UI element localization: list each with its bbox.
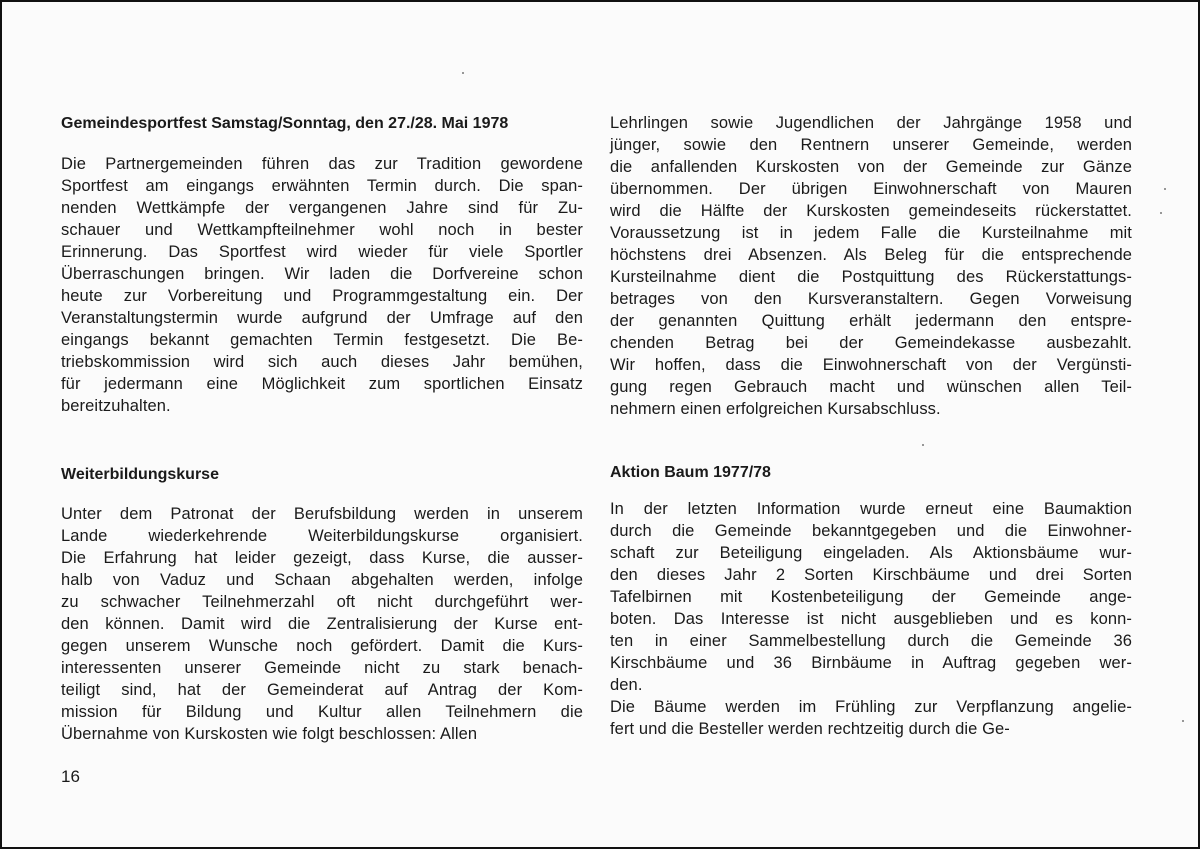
text-line: Überraschungen bringen. Wir laden die Dorfvereine schon	[61, 265, 583, 283]
text-line: den.	[610, 676, 643, 694]
text-line: jünger, sowie den Rentnern unserer Gemeinde, werden	[610, 136, 1132, 154]
baum-text	[610, 498, 1132, 740]
text-line: Erinnerung. Das Sportfest wird wieder für viele Sportler	[61, 243, 583, 261]
text-line: die anfallenden Kurskosten von der Gemeinde zur Gänze	[610, 158, 1132, 176]
page-number: 16	[61, 767, 80, 786]
text-line: bereitzuhalten.	[61, 397, 171, 415]
weiterbildung-heading: Weiterbildungskurse	[61, 466, 219, 483]
scan-speck	[922, 444, 924, 446]
text-line: ten in einer Sammelbestellung durch die Gemeinde 36	[610, 632, 1132, 650]
text-line: schauer und Wettkampfteilnehmer wohl noch in bester	[61, 221, 583, 239]
text-line: Die Bäume werden im Frühling zur Verpflanzung angelie-	[610, 698, 1132, 716]
sportfest-heading: Gemeindesportfest Samstag/Sonntag, den 27./28. Mai 1978	[61, 115, 509, 132]
baum-heading: Aktion Baum 1977/78	[610, 464, 771, 481]
text-line: übernommen. Der übrigen Einwohnerschaft von Mauren	[610, 180, 1132, 198]
text-line: interessenten unserer Gemeinde nicht zu stark benach-	[61, 659, 583, 677]
scan-speck	[1164, 188, 1166, 190]
text-line: Lande wiederkehrende Weiterbildungskurse organisiert.	[61, 527, 583, 545]
scan-speck	[1160, 212, 1162, 214]
text-line: teiligt sind, hat der Gemeinderat auf Antrag der Kom-	[61, 681, 583, 699]
text-line: Veranstaltungstermin wurde aufgrund der Umfrage auf den	[61, 309, 583, 327]
text-line: zu schwacher Teilnehmerzahl oft nicht durchgeführt wer-	[61, 593, 583, 611]
text-line: gung regen Gebrauch macht und wünschen allen Teil-	[610, 378, 1132, 396]
text-line: nenden Wettkämpfe der vergangenen Jahre sind für Zu-	[61, 199, 583, 217]
text-line: Übernahme von Kurskosten wie folgt beschlossen: Allen	[61, 725, 478, 743]
text-line: Voraussetzung ist in jedem Falle die Kursteilnahme mit	[610, 224, 1132, 242]
text-line: chenden Betrag bei der Gemeindekasse ausbezahlt.	[610, 334, 1132, 352]
text-line: Die Partnergemeinden führen das zur Tradition gewordene	[61, 155, 583, 173]
text-line: den dieses Jahr 2 Sorten Kirschbäume und drei Sorten	[610, 566, 1132, 584]
text-line: Die Erfahrung hat leider gezeigt, dass Kurse, die ausser-	[61, 549, 583, 567]
text-line: triebskommission wird sich auch dieses Jahr bemühen,	[61, 353, 583, 371]
text-line: gegen unserem Wunsche noch gefördert. Damit die Kurs-	[61, 637, 583, 655]
text-line: betrages von den Kursveranstaltern. Gegen Vorweisung	[610, 290, 1132, 308]
text-line: Unter dem Patronat der Berufsbildung werden in unserem	[61, 505, 583, 523]
text-line: Wir hoffen, dass die Einwohnerschaft von der Vergünsti-	[610, 356, 1132, 374]
text-line: Lehrlingen sowie Jugendlichen der Jahrgänge 1958 und	[610, 114, 1132, 132]
text-line: Kirschbäume und 36 Birnbäume in Auftrag gegeben wer-	[610, 654, 1132, 672]
text-line: für jedermann eine Möglichkeit zum sportlichen Einsatz	[61, 375, 583, 393]
text-line: höchstens drei Absenzen. Als Beleg für die entsprechende	[610, 246, 1132, 264]
text-line: wird die Hälfte der Kurskosten gemeindeseits rückerstattet.	[610, 202, 1132, 220]
text-line: Tafelbirnen mit Kostenbeteiligung der Gemeinde ange-	[610, 588, 1132, 606]
text-line: Kursteilnahme dient die Postquittung des Rückerstattungs-	[610, 268, 1132, 286]
kurs-continuation-text	[610, 112, 1132, 420]
scan-speck	[462, 72, 464, 74]
weiterbildung-text	[61, 503, 583, 745]
text-line: schaft zur Beteiligung eingeladen. Als Aktionsbäume wur-	[610, 544, 1132, 562]
text-line: nehmern einen erfolgreichen Kursabschluss.	[610, 400, 941, 418]
text-line: boten. Das Interesse ist nicht ausgeblieben und es konn-	[610, 610, 1132, 628]
text-line: den können. Damit wird die Zentralisierung der Kurse ent-	[61, 615, 583, 633]
scan-speck	[1182, 720, 1184, 722]
text-line: Sportfest am eingangs erwähnten Termin durch. Die span-	[61, 177, 583, 195]
text-line: halb von Vaduz und Schaan abgehalten werden, infolge	[61, 571, 583, 589]
text-line: fert und die Besteller werden rechtzeitig durch die Ge-	[610, 720, 1010, 738]
text-line: durch die Gemeinde bekanntgegeben und die Einwohner-	[610, 522, 1132, 540]
text-line: der genannten Quittung erhält jedermann den entspre-	[610, 312, 1132, 330]
text-line: mission für Bildung und Kultur allen Teilnehmern die	[61, 703, 583, 721]
text-line: heute zur Vorbereitung und Programmgestaltung ein. Der	[61, 287, 583, 305]
sportfest-text	[61, 153, 583, 417]
text-line: In der letzten Information wurde erneut eine Baumaktion	[610, 500, 1132, 518]
text-line: eingangs bekannt gemachten Termin festgesetzt. Die Be-	[61, 331, 583, 349]
